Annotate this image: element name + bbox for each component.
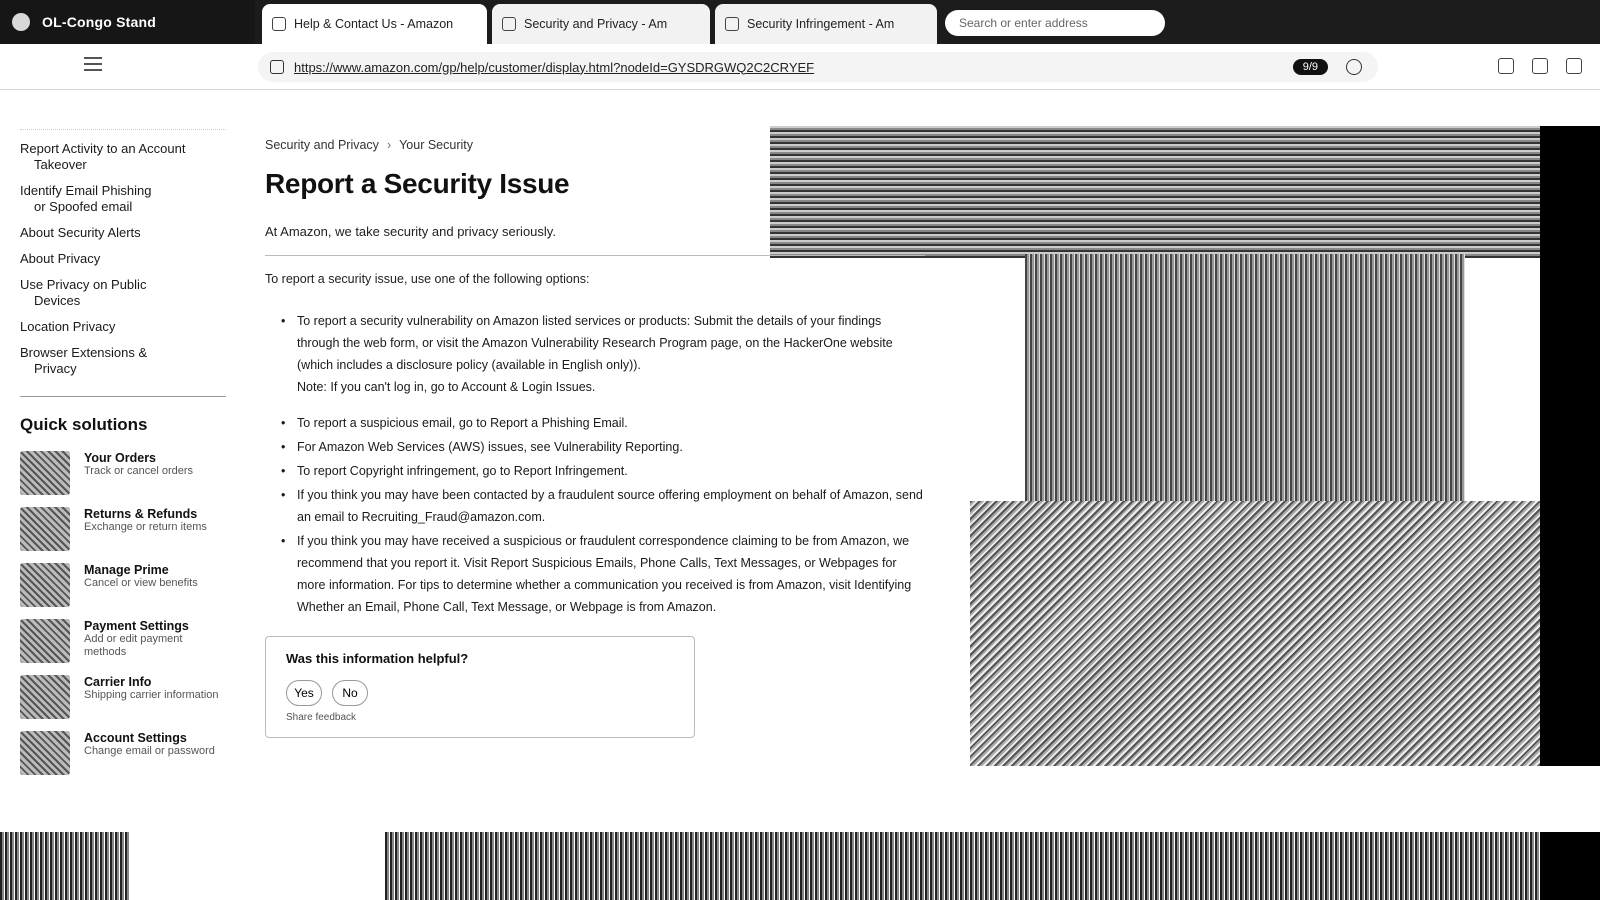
account-thumbnail-icon: [20, 731, 70, 775]
quick-solution-account[interactable]: [20, 731, 226, 775]
sidebar-link-phishing[interactable]: [20, 178, 226, 220]
sidebar-link-line2: Privacy: [34, 361, 77, 376]
orders-thumbnail-icon: [20, 451, 70, 495]
menu-icon[interactable]: [84, 57, 102, 71]
sidebar-link-line1: Identify Email Phishing: [20, 183, 152, 198]
bottom-strip-gap: [130, 832, 385, 900]
list-item: [285, 460, 925, 482]
more-menu-icon[interactable]: [1566, 58, 1582, 74]
list-item: [285, 310, 925, 398]
os-launcher[interactable]: [0, 0, 255, 44]
sidebar-link-line1: Location Privacy: [20, 319, 116, 334]
sidebar-link-security-alerts[interactable]: [20, 220, 226, 246]
quick-solution-subtitle: Exchange or return items: [84, 521, 207, 533]
quick-solution-title: Your Orders: [84, 451, 157, 465]
quick-solution-subtitle: Shipping carrier information: [84, 689, 219, 701]
browser-toolbar: [0, 44, 1600, 90]
toolbar-icons: [1498, 58, 1582, 74]
sidebar-link-account-takeover[interactable]: [20, 136, 226, 178]
quick-solution-title: Carrier Info: [84, 675, 152, 689]
sidebar-link-privacy[interactable]: [20, 246, 226, 272]
payment-thumbnail-icon: [20, 619, 70, 663]
list-item: [285, 530, 925, 618]
quick-solution-title: Account Settings: [84, 731, 187, 745]
breadcrumb-security-privacy[interactable]: Security and Privacy: [265, 138, 379, 152]
option-text[interactable]: If you think you may have received a suspicious or fraudulent correspondence claiming to be from Amazon, we recommend that you report it. Visit Report Suspicious Emails, Phone Calls, Text Messages, or Webpages for more information. For tips to determine whether a communication you received is from Amazon, visit Identifying Whether an Email, Phone Call, Text Message, or Webpage is from Amazon.: [297, 534, 912, 614]
sidebar-header-area: [20, 90, 226, 130]
quick-solution-returns[interactable]: [20, 507, 226, 551]
article-lead: To report a security issue, use one of the following options:: [265, 272, 590, 286]
share-feedback-link[interactable]: Share feedback: [286, 712, 357, 723]
help-sidebar: [0, 90, 240, 832]
quick-solution-carrier[interactable]: [20, 675, 226, 719]
feedback-box: [265, 636, 695, 738]
bottom-image-strip: [0, 832, 1600, 900]
sidebar-link-line2: Takeover: [34, 157, 87, 172]
sidebar-link-line2: Devices: [34, 293, 81, 308]
report-options-list: [265, 310, 925, 618]
amazon-favicon-icon: [725, 17, 739, 31]
quick-solution-subtitle: Track or cancel orders: [84, 465, 194, 477]
option-text[interactable]: For Amazon Web Services (AWS) issues, see Vulnerability Reporting.: [297, 440, 683, 454]
sidebar-link-line1: Use Privacy on Public: [20, 277, 147, 292]
option-note[interactable]: Note: If you can't log in, go to Account & Login Issues.: [297, 380, 596, 394]
share-icon[interactable]: [1532, 58, 1548, 74]
tab-security-privacy[interactable]: [492, 4, 710, 44]
quick-solution-your-orders[interactable]: [20, 451, 226, 495]
sidebar-link-browser-extensions[interactable]: [20, 340, 226, 382]
page-edge-shadow: [1540, 126, 1600, 766]
sidebar-link-line1: Report Activity to an Account: [20, 141, 186, 156]
feedback-question: Was this information helpful?: [286, 651, 469, 666]
sidebar-link-line1: About Security Alerts: [20, 225, 141, 240]
tab-title: Help & Contact Us - Amazon: [294, 17, 454, 31]
option-text[interactable]: To report a suspicious email, go to Report a Phishing Email.: [297, 416, 628, 430]
hero-image-band: [970, 501, 1540, 766]
extension-badge[interactable]: 9/9: [1293, 59, 1328, 75]
quick-solution-payment[interactable]: [20, 619, 226, 663]
article-intro: At Amazon, we take security and privacy seriously.: [265, 224, 925, 256]
address-url[interactable]: https://www.amazon.com/gp/help/customer/display.html?nodeId=GYSDRGWQ2C2CRYEF: [294, 59, 815, 75]
browser-tab-bar: [0, 0, 1600, 44]
quick-solution-title: Payment Settings: [84, 619, 189, 633]
breadcrumb-separator: ›: [386, 138, 392, 152]
amazon-favicon-icon: [502, 17, 516, 31]
page-title: Report a Security Issue: [265, 168, 570, 199]
list-item: [285, 412, 925, 434]
list-item: [285, 484, 925, 528]
amazon-favicon-icon: [272, 17, 286, 31]
quick-solution-subtitle: Add or edit payment methods: [84, 633, 183, 658]
sidebar-link-line1: About Privacy: [20, 251, 101, 266]
sidebar-divider: [20, 396, 226, 397]
quick-solution-subtitle: Change email or password: [84, 745, 215, 757]
quick-solution-subtitle: Cancel or view benefits: [84, 577, 198, 589]
new-tab-search-field[interactable]: Search or enter address: [945, 10, 1165, 36]
tab-title: Security Infringement - Am: [747, 17, 895, 31]
feedback-no-button[interactable]: No: [332, 680, 368, 706]
list-item: [285, 436, 925, 458]
tab-help-contact[interactable]: [262, 4, 487, 44]
quick-solutions-title: Quick solutions: [20, 415, 148, 434]
address-bar[interactable]: [258, 52, 1378, 82]
os-logo-icon: [12, 13, 30, 31]
bottom-strip-edge: [1540, 832, 1600, 900]
lock-icon[interactable]: [270, 60, 284, 74]
quick-solution-prime[interactable]: [20, 563, 226, 607]
sidebar-link-line2: or Spoofed email: [34, 199, 133, 214]
downloads-icon[interactable]: [1498, 58, 1514, 74]
option-text[interactable]: If you think you may have been contacted by a fraudulent source offering employment on behalf of Amazon, send an email to Recruiting_Fraud@amazon.com.: [297, 488, 923, 524]
prime-thumbnail-icon: [20, 563, 70, 607]
option-text[interactable]: To report Copyright infringement, go to Report Infringement.: [297, 464, 628, 478]
option-text[interactable]: To report a security vulnerability on Amazon listed services or products: Submit the details of your findings through the web form, or visit the Amazon Vulnerability Research Program page, on the HackerOne website (which includes a disclosure policy (available in English only)).: [297, 314, 893, 372]
sidebar-link-line1: Browser Extensions &: [20, 345, 148, 360]
tab-title: Security and Privacy - Am: [524, 17, 668, 31]
sidebar-link-location-privacy[interactable]: [20, 314, 226, 340]
quick-solution-title: Manage Prime: [84, 563, 169, 577]
sidebar-link-public-devices[interactable]: [20, 272, 226, 314]
tab-security-infringement[interactable]: [715, 4, 937, 44]
help-article: [265, 138, 925, 738]
quick-solution-title: Returns & Refunds: [84, 507, 198, 521]
bookmark-star-icon[interactable]: [1346, 59, 1362, 75]
breadcrumb: [265, 138, 925, 152]
breadcrumb-your-security[interactable]: Your Security: [399, 138, 473, 152]
carrier-thumbnail-icon: [20, 675, 70, 719]
feedback-yes-button[interactable]: Yes: [286, 680, 322, 706]
returns-thumbnail-icon: [20, 507, 70, 551]
hero-image-band: [1025, 254, 1465, 504]
os-brand-label: OL-Congo Stand: [42, 14, 157, 30]
